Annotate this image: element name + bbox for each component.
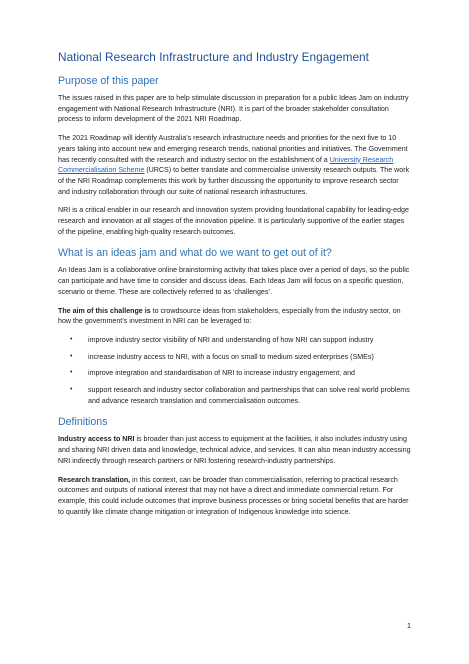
bullet-icon: • xyxy=(70,352,73,360)
aim-bullet-list xyxy=(58,335,411,407)
list-item xyxy=(58,368,411,379)
bullet-icon: • xyxy=(70,369,73,377)
ideas-jam-paragraph: An Ideas Jam is a collaborative online brainstorming activity that takes place over a period of days, so the public can participate and have time to consider and discuss ideas. Each Ideas Jam will focus on a specific question, scenario or theme. These are collectively referred to as ‘challenges’. xyxy=(58,266,410,296)
section-heading-definitions: Definitions xyxy=(58,416,108,429)
purpose-paragraph-2 xyxy=(58,133,411,197)
bullet-icon: • xyxy=(70,386,73,394)
definition-term: Industry access to NRI xyxy=(58,435,135,444)
definition-industry-access xyxy=(58,434,411,466)
definition-text: in this context, can be broader than commercialisation, referring to practical research outcomes and outputs of national interest that may not have a direct and immediate commercial return. For example, this could include outcomes that improve business processes or bring societal benefits that are harder to quantify like climate change mitigation or integration of Indigenous knowledge into science. xyxy=(58,475,409,516)
purpose-paragraph-3: NRI is a critical enabler in our research and innovation system providing foundational capability for leading-edge research and innovation at all stages of the innovation pipeline. It is particularly supportive of the earlier stages of the pipeline, enabling high-quality research outcomes. xyxy=(58,206,409,236)
list-item-text: improve industry sector visibility of NRI and understanding of how NRI can support industry xyxy=(88,335,374,344)
list-item xyxy=(58,352,411,363)
section-heading-purpose: Purpose of this paper xyxy=(58,75,159,87)
definition-text: is broader than just access to equipment at the facilities, it also includes industry using and sharing NRI driven data and knowledge, technical advice, and services. It can also mean industry accessing NRI indirectly through research partners or NRI fostering research-industry partnerships. xyxy=(58,435,411,465)
list-item-text: increase industry access to NRI, with a focus on small to medium sized enterprises (SMEs) xyxy=(88,352,374,361)
aim-bold-text: The aim of this challenge is xyxy=(58,306,151,315)
section-heading-ideas-jam: What is an ideas jam and what do we want to get out of it? xyxy=(58,247,332,260)
aim-paragraph xyxy=(58,306,411,327)
definition-term: Research translation, xyxy=(58,475,131,484)
list-item xyxy=(58,385,411,406)
purpose-paragraph-2-text-b: (URCS) to better translate and commercialise university research outputs. The work of the NRI Roadmap complements this work by further discussing the opportunity to improve research sector and industry collaboration through our suite of national research infrastructures. xyxy=(58,166,410,196)
list-item xyxy=(58,335,411,346)
definition-research-translation xyxy=(58,475,411,518)
list-item-text: support research and industry sector collaboration and partnerships that can solve real world problems and advance research translation and commercialisation outcomes. xyxy=(88,386,410,405)
urcs-link[interactable]: University Research Commercialisation Scheme xyxy=(58,155,394,175)
page-number: 1 xyxy=(406,621,411,630)
aim-text: to crowdsource ideas from stakeholders, especially from the industry sector, on how the government’s investment in NRI can be leveraged to: xyxy=(58,306,401,326)
bullet-icon: • xyxy=(70,335,73,343)
document-title: National Research Infrastructure and Industry Engagement xyxy=(58,50,369,64)
list-item-text: improve integration and standardisation of NRI to increase industry engagement; and xyxy=(88,369,355,378)
purpose-paragraph-2-text-a: The 2021 Roadmap will identify Australia’s research infrastructure needs and priorities for the next five to 10 years taking into account new and emerging research trends, national priorities and initiatives. The Government has recently consulted with the research and industry sector on the establishment of a xyxy=(58,134,408,164)
purpose-paragraph-1: The issues raised in this paper are to help stimulate discussion in preparation for a public Ideas Jam on industry engagement with National Research Infrastructure (NRI). It is part of the broader stakeholder consultation process to inform development of the 2021 NRI Roadmap. xyxy=(58,94,409,124)
